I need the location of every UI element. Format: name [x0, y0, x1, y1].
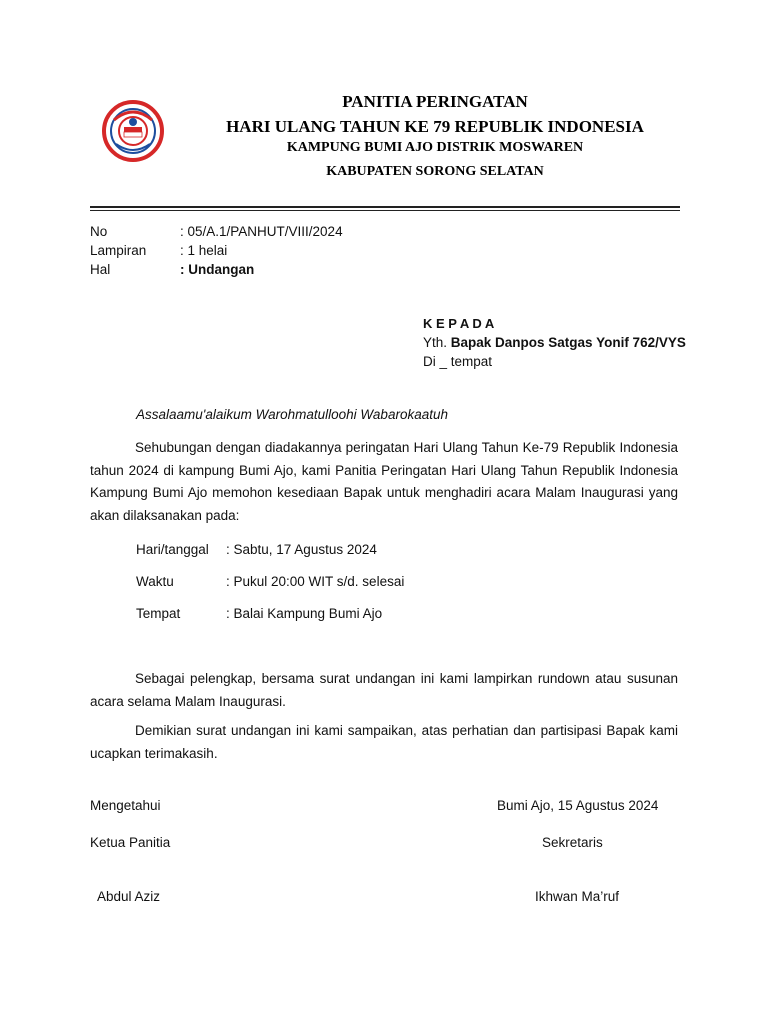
paragraph-closing: Demikian surat undangan ini kami sampaikan, atas perhatian dan partisipasi Bapak kami ucapkan terimakasih.	[90, 723, 678, 761]
meta-label-lampiran: Lampiran	[90, 243, 147, 258]
greeting: Assalaamu'alaikum Warohmatulloohi Wabarokaatuh	[136, 407, 448, 422]
detail-label-time: Waktu	[136, 574, 174, 589]
sign-place-date: Bumi Ajo, 15 Agustus 2024	[497, 798, 659, 813]
detail-value-time: : Pukul 20:00 WIT s/d. selesai	[226, 574, 405, 589]
meta-value-hal: : Undangan	[180, 262, 255, 277]
recipient-place: Di _ tempat	[423, 354, 493, 369]
header-line-1: PANITIA PERINGATAN	[342, 92, 528, 111]
recipient-name: Bapak Danpos Satgas Yonif 762/VYS	[450, 335, 686, 350]
header-divider-thick	[90, 206, 680, 208]
detail-value-date: : Sabtu, 17 Agustus 2024	[226, 542, 377, 557]
header-line-3: KAMPUNG BUMI AJO DISTRIK MOSWAREN	[286, 140, 584, 155]
paragraph-attachment: Sebagai pelengkap, bersama surat undangan ini kami lampirkan rundown atau susunan acara selama Malam Inaugurasi.	[90, 671, 678, 709]
recipient-yth: Yth.	[423, 335, 451, 350]
meta-value-lampiran: : 1 helai	[180, 243, 228, 258]
sign-name-sekretaris: Ikhwan Ma’ruf	[535, 889, 620, 904]
meta-label-no: No	[90, 224, 108, 239]
emblem-logo-icon	[102, 100, 164, 162]
detail-value-place: : Balai Kampung Bumi Ajo	[226, 606, 383, 621]
paragraph-invitation: Sehubungan dengan diadakannya peringatan Hari Ulang Tahun Ke-79 Republik Indonesia tahun 2024 di kampung Bumi Ajo, kami Panitia Peringatan Hari Ulang Tahun Republik Indonesia Kampung Bumi Ajo memohon kesediaan Bapak untuk menghadiri acara Malam Inaugurasi yang akan dilaksanakan pada:	[90, 440, 678, 523]
sign-role-sekretaris: Sekretaris	[542, 835, 603, 850]
detail-label-date: Hari/tanggal	[136, 542, 209, 557]
meta-value-no: : 05/A.1/PANHUT/VIII/2024	[180, 224, 343, 239]
recipient-line	[423, 333, 686, 352]
header-line-4: KABUPATEN SORONG SELATAN	[326, 164, 544, 179]
header-line-2: HARI ULANG TAHUN KE 79 REPUBLIK INDONESIA	[226, 117, 644, 136]
sign-mengetahui: Mengetahui	[90, 798, 161, 813]
meta-label-hal: Hal	[90, 262, 111, 277]
sign-name-ketua: Abdul Aziz	[97, 889, 161, 904]
header-divider-thin	[90, 210, 680, 211]
sign-role-ketua: Ketua Panitia	[90, 835, 171, 850]
detail-label-place: Tempat	[136, 606, 181, 621]
recipient-kepada: K E P A D A	[423, 316, 495, 331]
